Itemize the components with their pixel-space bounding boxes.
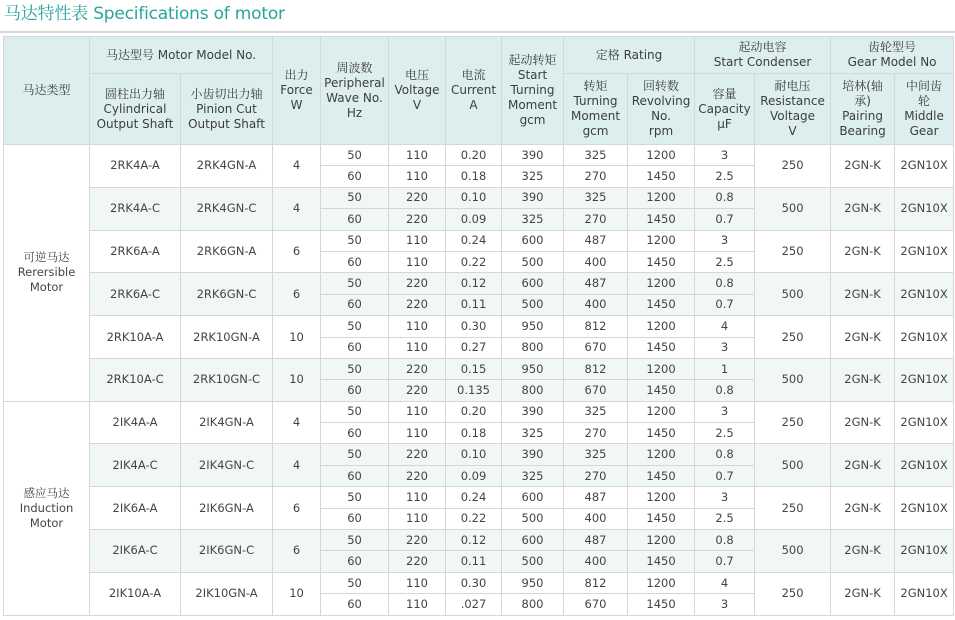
header-cylindrical-shaft: 圆柱出力轴 Cylindrical Output Shaft — [90, 74, 181, 145]
current-value: 0.22 — [446, 508, 502, 529]
rating-rpm-value: 1200 — [628, 273, 695, 294]
current-value: 0.11 — [446, 294, 502, 315]
wave-value: 60 — [321, 380, 389, 401]
rating-turning-value: 487 — [564, 230, 628, 251]
rating-rpm-value: 1200 — [628, 572, 695, 593]
voltage-value: 110 — [389, 508, 446, 529]
header-rating-turning: 转矩 Turning Moment gcm — [564, 74, 628, 145]
header-current: 电流 Current A — [446, 37, 502, 145]
rating-rpm-value: 1200 — [628, 316, 695, 337]
start-turning-value: 500 — [502, 294, 564, 315]
current-value: 0.10 — [446, 444, 502, 465]
header-capacity: 容量 Capacity μF — [695, 74, 755, 145]
header-rating-group: 定格 Rating — [564, 37, 695, 74]
pinion-model: 2RK4GN-C — [181, 187, 273, 230]
middle-gear-value: 2GN10X — [895, 487, 954, 530]
force-value: 4 — [273, 444, 321, 487]
voltage-value: 110 — [389, 251, 446, 272]
wave-value: 50 — [321, 316, 389, 337]
voltage-value: 220 — [389, 465, 446, 486]
current-value: 0.18 — [446, 423, 502, 444]
current-value: 0.24 — [446, 230, 502, 251]
pairing-bearing-value: 2GN-K — [831, 401, 895, 444]
current-value: 0.20 — [446, 145, 502, 166]
wave-value: 60 — [321, 508, 389, 529]
motor-type-label: 可逆马达 Rerersible Motor — [4, 145, 90, 402]
pairing-bearing-value: 2GN-K — [831, 273, 895, 316]
capacity-value: 0.8 — [695, 380, 755, 401]
force-value: 10 — [273, 316, 321, 359]
capacity-value: 2.5 — [695, 423, 755, 444]
start-turning-value: 600 — [502, 530, 564, 551]
capacity-value: 0.7 — [695, 551, 755, 572]
rating-rpm-value: 1450 — [628, 251, 695, 272]
capacity-value: 1 — [695, 358, 755, 379]
pinion-model: 2RK10GN-C — [181, 358, 273, 401]
capacity-value: 0.8 — [695, 187, 755, 208]
rating-turning-value: 812 — [564, 572, 628, 593]
voltage-value: 220 — [389, 530, 446, 551]
cylindrical-model: 2IK10A-A — [90, 572, 181, 615]
resistance-voltage-value: 500 — [755, 444, 831, 487]
pairing-bearing-value: 2GN-K — [831, 530, 895, 573]
start-turning-value: 800 — [502, 594, 564, 615]
capacity-value: 2.5 — [695, 166, 755, 187]
rating-rpm-value: 1200 — [628, 145, 695, 166]
start-turning-value: 500 — [502, 551, 564, 572]
header-resistance-voltage: 耐电压 Resistance Voltage V — [755, 74, 831, 145]
voltage-value: 110 — [389, 230, 446, 251]
cylindrical-model: 2IK4A-A — [90, 401, 181, 444]
page-title: 马达特性表 Specifications of motor — [4, 4, 285, 24]
force-value: 6 — [273, 487, 321, 530]
force-value: 10 — [273, 358, 321, 401]
voltage-value: 220 — [389, 551, 446, 572]
header-model-group: 马达型号 Motor Model No. — [90, 37, 273, 74]
pairing-bearing-value: 2GN-K — [831, 358, 895, 401]
middle-gear-value: 2GN10X — [895, 358, 954, 401]
start-turning-value: 325 — [502, 465, 564, 486]
middle-gear-value: 2GN10X — [895, 401, 954, 444]
motor-type-label: 感应马达 Induction Motor — [4, 401, 90, 615]
cylindrical-model: 2IK4A-C — [90, 444, 181, 487]
voltage-value: 110 — [389, 145, 446, 166]
wave-value: 50 — [321, 358, 389, 379]
cylindrical-model: 2IK6A-C — [90, 530, 181, 573]
start-turning-value: 950 — [502, 572, 564, 593]
table-row — [4, 487, 954, 508]
header-pinion-shaft: 小齿切出力轴 Pinion Cut Output Shaft — [181, 74, 273, 145]
resistance-voltage-value: 250 — [755, 145, 831, 188]
rating-rpm-value: 1200 — [628, 401, 695, 422]
current-value: 0.27 — [446, 337, 502, 358]
capacity-value: 0.8 — [695, 530, 755, 551]
middle-gear-value: 2GN10X — [895, 187, 954, 230]
start-turning-value: 950 — [502, 316, 564, 337]
cylindrical-model: 2RK6A-A — [90, 230, 181, 273]
capacity-value: 3 — [695, 487, 755, 508]
wave-value: 50 — [321, 187, 389, 208]
middle-gear-value: 2GN10X — [895, 572, 954, 615]
wave-value: 50 — [321, 572, 389, 593]
capacity-value: 3 — [695, 337, 755, 358]
wave-value: 50 — [321, 487, 389, 508]
middle-gear-value: 2GN10X — [895, 530, 954, 573]
rating-rpm-value: 1200 — [628, 230, 695, 251]
voltage-value: 220 — [389, 358, 446, 379]
table-row — [4, 230, 954, 251]
pinion-model: 2RK4GN-A — [181, 145, 273, 188]
rating-turning-value: 400 — [564, 551, 628, 572]
rating-rpm-value: 1200 — [628, 444, 695, 465]
resistance-voltage-value: 250 — [755, 316, 831, 359]
voltage-value: 110 — [389, 487, 446, 508]
rating-rpm-value: 1450 — [628, 166, 695, 187]
wave-value: 60 — [321, 551, 389, 572]
voltage-value: 220 — [389, 380, 446, 401]
rating-turning-value: 270 — [564, 209, 628, 230]
cylindrical-model: 2IK6A-A — [90, 487, 181, 530]
current-value: 0.10 — [446, 187, 502, 208]
resistance-voltage-value: 250 — [755, 487, 831, 530]
start-turning-value: 325 — [502, 166, 564, 187]
rating-turning-value: 400 — [564, 508, 628, 529]
rating-rpm-value: 1200 — [628, 487, 695, 508]
rating-rpm-value: 1450 — [628, 380, 695, 401]
table-row — [4, 572, 954, 593]
capacity-value: 3 — [695, 401, 755, 422]
current-value: 0.12 — [446, 273, 502, 294]
current-value: .027 — [446, 594, 502, 615]
middle-gear-value: 2GN10X — [895, 145, 954, 188]
table-row — [4, 358, 954, 379]
header-condenser-group: 起动电容 Start Condenser — [695, 37, 831, 74]
wave-value: 60 — [321, 423, 389, 444]
force-value: 6 — [273, 273, 321, 316]
voltage-value: 110 — [389, 401, 446, 422]
cylindrical-model: 2RK10A-A — [90, 316, 181, 359]
pinion-model: 2IK10GN-A — [181, 572, 273, 615]
start-turning-value: 500 — [502, 508, 564, 529]
capacity-value: 0.8 — [695, 273, 755, 294]
rating-turning-value: 670 — [564, 337, 628, 358]
voltage-value: 110 — [389, 423, 446, 444]
rating-turning-value: 325 — [564, 145, 628, 166]
rating-turning-value: 270 — [564, 423, 628, 444]
force-value: 10 — [273, 572, 321, 615]
header-rating-revolving: 回转数 Revolving No. rpm — [628, 74, 695, 145]
start-turning-value: 600 — [502, 487, 564, 508]
rating-turning-value: 487 — [564, 487, 628, 508]
wave-value: 60 — [321, 337, 389, 358]
rating-turning-value: 812 — [564, 358, 628, 379]
header-force: 出力 Force W — [273, 37, 321, 145]
wave-value: 60 — [321, 294, 389, 315]
current-value: 0.12 — [446, 530, 502, 551]
table-row — [4, 187, 954, 208]
capacity-value: 4 — [695, 316, 755, 337]
rating-turning-value: 670 — [564, 380, 628, 401]
header-start-turning: 起动转矩 Start Turning Moment gcm — [502, 37, 564, 145]
resistance-voltage-value: 250 — [755, 572, 831, 615]
table-body — [4, 145, 954, 616]
middle-gear-value: 2GN10X — [895, 273, 954, 316]
resistance-voltage-value: 500 — [755, 358, 831, 401]
middle-gear-value: 2GN10X — [895, 230, 954, 273]
voltage-value: 110 — [389, 316, 446, 337]
capacity-value: 3 — [695, 145, 755, 166]
start-turning-value: 600 — [502, 230, 564, 251]
current-value: 0.11 — [446, 551, 502, 572]
cylindrical-model: 2RK4A-A — [90, 145, 181, 188]
rating-rpm-value: 1450 — [628, 508, 695, 529]
capacity-value: 2.5 — [695, 251, 755, 272]
force-value: 4 — [273, 145, 321, 188]
rating-rpm-value: 1200 — [628, 358, 695, 379]
current-value: 0.22 — [446, 251, 502, 272]
rating-rpm-value: 1450 — [628, 465, 695, 486]
table-row — [4, 273, 954, 294]
table-row — [4, 401, 954, 422]
rating-turning-value: 400 — [564, 251, 628, 272]
resistance-voltage-value: 250 — [755, 230, 831, 273]
start-turning-value: 390 — [502, 187, 564, 208]
pairing-bearing-value: 2GN-K — [831, 230, 895, 273]
pairing-bearing-value: 2GN-K — [831, 444, 895, 487]
start-turning-value: 800 — [502, 337, 564, 358]
resistance-voltage-value: 500 — [755, 530, 831, 573]
voltage-value: 110 — [389, 572, 446, 593]
voltage-value: 220 — [389, 294, 446, 315]
start-turning-value: 500 — [502, 251, 564, 272]
start-turning-value: 390 — [502, 401, 564, 422]
middle-gear-value: 2GN10X — [895, 316, 954, 359]
voltage-value: 110 — [389, 337, 446, 358]
cylindrical-model: 2RK6A-C — [90, 273, 181, 316]
capacity-value: 3 — [695, 594, 755, 615]
rating-turning-value: 270 — [564, 465, 628, 486]
pairing-bearing-value: 2GN-K — [831, 187, 895, 230]
wave-value: 50 — [321, 444, 389, 465]
force-value: 4 — [273, 401, 321, 444]
start-turning-value: 325 — [502, 209, 564, 230]
table-header — [4, 37, 954, 145]
current-value: 0.135 — [446, 380, 502, 401]
start-turning-value: 800 — [502, 380, 564, 401]
cylindrical-model: 2RK10A-C — [90, 358, 181, 401]
specifications-table — [3, 36, 954, 616]
rating-rpm-value: 1450 — [628, 209, 695, 230]
start-turning-value: 325 — [502, 423, 564, 444]
pinion-model: 2IK6GN-A — [181, 487, 273, 530]
current-value: 0.09 — [446, 465, 502, 486]
voltage-value: 110 — [389, 594, 446, 615]
capacity-value: 0.7 — [695, 294, 755, 315]
start-turning-value: 950 — [502, 358, 564, 379]
current-value: 0.30 — [446, 316, 502, 337]
wave-value: 60 — [321, 465, 389, 486]
table-row — [4, 316, 954, 337]
table-row — [4, 444, 954, 465]
rating-rpm-value: 1450 — [628, 551, 695, 572]
resistance-voltage-value: 250 — [755, 401, 831, 444]
header-pairing-bearing: 培林(轴 承) Pairing Bearing — [831, 74, 895, 145]
wave-value: 60 — [321, 594, 389, 615]
header-wave: 周波数 Peripheral Wave No. Hz — [321, 37, 389, 145]
voltage-value: 110 — [389, 166, 446, 187]
wave-value: 50 — [321, 401, 389, 422]
voltage-value: 220 — [389, 209, 446, 230]
current-value: 0.15 — [446, 358, 502, 379]
current-value: 0.18 — [446, 166, 502, 187]
rating-rpm-value: 1450 — [628, 337, 695, 358]
start-turning-value: 390 — [502, 145, 564, 166]
rating-turning-value: 487 — [564, 273, 628, 294]
pinion-model: 2RK10GN-A — [181, 316, 273, 359]
force-value: 4 — [273, 187, 321, 230]
current-value: 0.20 — [446, 401, 502, 422]
capacity-value: 3 — [695, 230, 755, 251]
rating-turning-value: 325 — [564, 444, 628, 465]
current-value: 0.24 — [446, 487, 502, 508]
wave-value: 50 — [321, 230, 389, 251]
header-motor-type: 马达类型 — [4, 37, 90, 145]
header-voltage: 电压 Voltage V — [389, 37, 446, 145]
rating-turning-value: 812 — [564, 316, 628, 337]
pairing-bearing-value: 2GN-K — [831, 572, 895, 615]
start-turning-value: 390 — [502, 444, 564, 465]
capacity-value: 0.7 — [695, 209, 755, 230]
pairing-bearing-value: 2GN-K — [831, 487, 895, 530]
start-turning-value: 600 — [502, 273, 564, 294]
cylindrical-model: 2RK4A-C — [90, 187, 181, 230]
rating-turning-value: 270 — [564, 166, 628, 187]
voltage-value: 220 — [389, 444, 446, 465]
pairing-bearing-value: 2GN-K — [831, 316, 895, 359]
wave-value: 50 — [321, 145, 389, 166]
rating-turning-value: 325 — [564, 401, 628, 422]
rating-turning-value: 400 — [564, 294, 628, 315]
voltage-value: 220 — [389, 187, 446, 208]
rating-rpm-value: 1450 — [628, 294, 695, 315]
force-value: 6 — [273, 230, 321, 273]
capacity-value: 4 — [695, 572, 755, 593]
header-middle-gear: 中间齿 轮 Middle Gear — [895, 74, 954, 145]
header-gear-group: 齿轮型号 Gear Model No — [831, 37, 954, 74]
rating-turning-value: 325 — [564, 187, 628, 208]
resistance-voltage-value: 500 — [755, 187, 831, 230]
capacity-value: 0.7 — [695, 465, 755, 486]
table-row — [4, 145, 954, 166]
pinion-model: 2IK4GN-C — [181, 444, 273, 487]
middle-gear-value: 2GN10X — [895, 444, 954, 487]
wave-value: 50 — [321, 273, 389, 294]
pinion-model: 2IK6GN-C — [181, 530, 273, 573]
pinion-model: 2RK6GN-A — [181, 230, 273, 273]
wave-value: 60 — [321, 166, 389, 187]
wave-value: 60 — [321, 251, 389, 272]
title-divider — [0, 31, 955, 33]
current-value: 0.09 — [446, 209, 502, 230]
rating-rpm-value: 1450 — [628, 423, 695, 444]
capacity-value: 0.8 — [695, 444, 755, 465]
rating-turning-value: 487 — [564, 530, 628, 551]
pairing-bearing-value: 2GN-K — [831, 145, 895, 188]
current-value: 0.30 — [446, 572, 502, 593]
rating-rpm-value: 1200 — [628, 530, 695, 551]
rating-rpm-value: 1200 — [628, 187, 695, 208]
wave-value: 50 — [321, 530, 389, 551]
rating-rpm-value: 1450 — [628, 594, 695, 615]
force-value: 6 — [273, 530, 321, 573]
wave-value: 60 — [321, 209, 389, 230]
pinion-model: 2IK4GN-A — [181, 401, 273, 444]
capacity-value: 2.5 — [695, 508, 755, 529]
pinion-model: 2RK6GN-C — [181, 273, 273, 316]
resistance-voltage-value: 500 — [755, 273, 831, 316]
rating-turning-value: 670 — [564, 594, 628, 615]
table-row — [4, 530, 954, 551]
voltage-value: 220 — [389, 273, 446, 294]
